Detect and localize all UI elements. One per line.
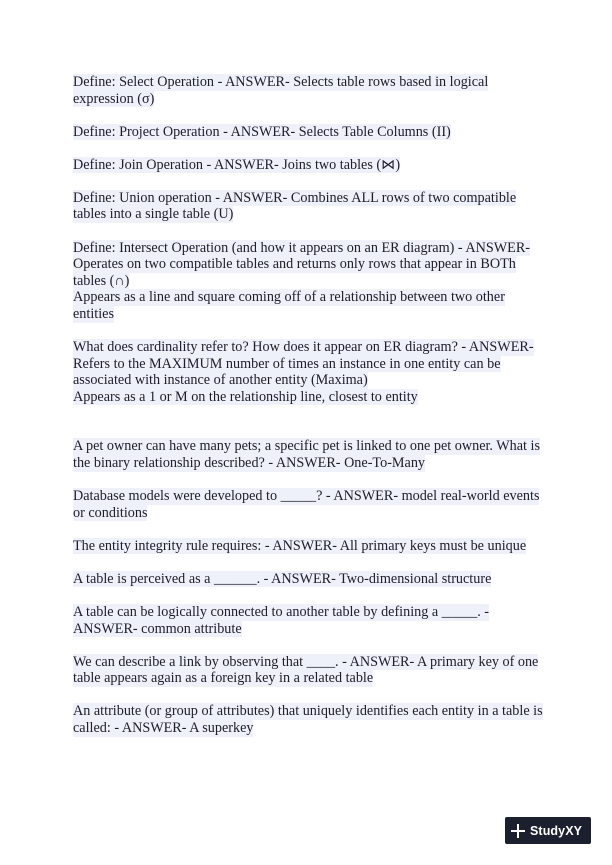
text-line: What does cardinality refer to? How does it appear on ER diagram? - ANSWER- [73,339,534,356]
text-line: A table can be logically connected to another table by defining a _____. - [73,603,490,620]
text-line: Database models were developed to _____? - ANSWER- model real-world events [73,488,540,505]
text-line: Define: Project Operation - ANSWER- Selects Table Columns (II) [73,123,451,140]
text-line: table appears again as a foreign key in a related table [73,670,374,687]
qa-item [73,240,555,323]
text-line: Appears as a line and square coming off of a relationship between two other [73,289,505,306]
qa-item [73,538,555,555]
qa-item [73,124,555,141]
text-line: A pet owner can have many pets; a specific pet is linked to one pet owner. What is [73,438,541,455]
text-line: The entity integrity rule requires: - ANSWER- All primary keys must be unique [73,537,527,554]
text-line: Appears as a 1 or M on the relationship line, closest to entity [73,388,418,405]
qa-item [73,339,555,405]
plus-icon [511,824,525,838]
text-line: Define: Intersect Operation (and how it appears on an ER diagram) - ANSWER- [73,239,531,256]
text-line: Refers to the MAXIMUM number of times an instance in one entity can be [73,355,501,372]
text-line: tables (∩) [73,272,130,289]
qa-item [73,654,555,687]
text-line: Define: Join Operation - ANSWER- Joins two tables (⋈) [73,156,401,173]
qa-item [73,74,555,107]
qa-item [73,438,555,471]
badge-label: StudyXY [530,823,583,838]
text-line: associated with instance of another entity (Maxima) [73,372,368,389]
qa-item [73,571,555,588]
text-line: expression (σ) [73,90,155,107]
text-line: A table is perceived as a ______. - ANSWER- Two-dimensional structure [73,570,492,587]
text-line: tables into a single table (U) [73,206,234,223]
text-line: or conditions [73,504,148,521]
text-line: ANSWER- common attribute [73,620,242,637]
text-line: Define: Union operation - ANSWER- Combines ALL rows of two compatible [73,189,517,206]
text-line: entities [73,305,114,322]
text-line: called: - ANSWER- A superkey [73,719,254,736]
text-line: Operates on two compatible tables and returns only rows that appear in BOTh [73,256,516,273]
qa-item [73,190,555,223]
text-line: Define: Select Operation - ANSWER- Selects table rows based in logical [73,74,489,90]
qa-item [73,488,555,521]
text-line: the binary relationship described? - ANSWER- One-To-Many [73,455,426,471]
qa-list [73,74,555,737]
qa-item [73,157,555,174]
qa-item [73,604,555,637]
text-line: We can describe a link by observing that ____. - ANSWER- A primary key of one [73,653,539,670]
text-line: An attribute (or group of attributes) that uniquely identifies each entity in a table is [73,703,543,720]
qa-item [73,703,555,736]
studyxy-badge[interactable] [505,817,591,844]
